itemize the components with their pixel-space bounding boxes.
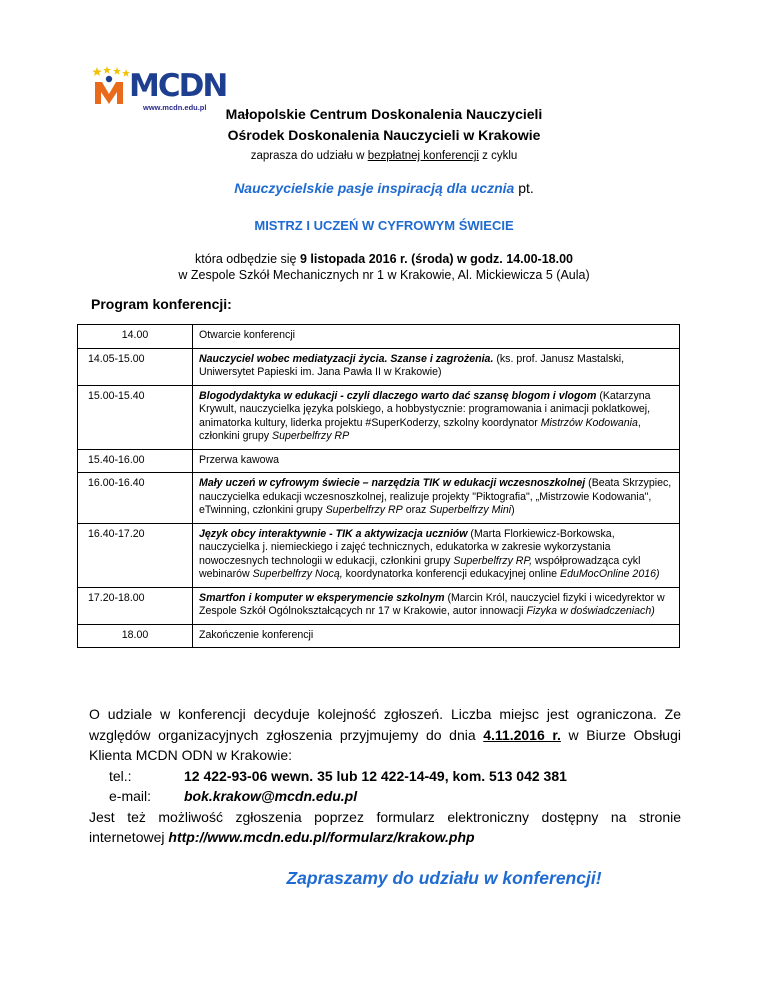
- when-line: [0, 252, 768, 266]
- phone-numbers: 12 422-93-06 wewn. 35 lub 12 422-14-49, kom. 513 042 381: [184, 767, 567, 784]
- session-title: Nauczyciel wobec mediatyzacji życia. Szanse i zagrożenia.: [199, 352, 494, 365]
- conference-title: MISTRZ I UCZEŃ W CYFROWYM ŚWIECIE: [254, 218, 514, 233]
- logo-url: www.mcdn.edu.pl: [143, 103, 207, 112]
- phone-label: tel.:: [109, 767, 132, 784]
- table-row: [78, 325, 680, 349]
- session-details: oraz: [402, 504, 430, 516]
- row-desc: [193, 587, 680, 624]
- phone-line: [89, 766, 681, 787]
- org-line-2: Ośrodek Doskonalenia Nauczycieli w Krakowie: [227, 127, 541, 143]
- row-time: 18.00: [78, 624, 193, 648]
- session-details: (Marta Florkiewicz-Borkowska, nauczycielka j. niemieckiego i zajęć technicznych, edukatorka w zakresie wykorzystania nowoczesnych technologii w edukacji, członkini grupy: [199, 527, 615, 567]
- session-details: koordynatorka konferencji edukacyjnej online: [342, 568, 560, 580]
- row-time: 16.40-17.20: [78, 523, 193, 587]
- session-italic: Superbelfrzy RP: [272, 430, 350, 442]
- invite-free-conference: bezpłatnej konferencji: [367, 150, 479, 162]
- table-row: [78, 624, 680, 648]
- session-title: Mały uczeń w cyfrowym świecie – narzędzia TIK w edukacji wczesnoszkolnej: [199, 477, 586, 489]
- session-details: , członkini grupy: [199, 416, 641, 442]
- session-details: (Katarzyna Krywult, nauczycielka języka polskiego, a hobbystycznie: programowania i animacji poklatkowej, animatorka kultury, liderka projektu #SuperKoderzy, szkolny koordynator: [199, 389, 651, 429]
- session-italic: Superbelfrzy Mini: [429, 504, 512, 516]
- row-time: 15.00-15.40: [78, 385, 193, 449]
- row-time: 17.20-18.00: [78, 587, 193, 624]
- row-desc: [193, 473, 680, 524]
- when-date: 9 listopada 2016 r. (środa) w godz. 14.00-18.00: [299, 252, 573, 266]
- row-time: 15.40-16.00: [78, 449, 193, 473]
- row-desc: [193, 523, 680, 587]
- session-details: (Marcin Król, nauczyciel fizyki i wicedyrektor w Zespole Szkół Ogólnokształcących nr 17 w Krakowie, autor innowacji: [199, 591, 665, 617]
- table-row: [78, 473, 680, 524]
- row-time: 14.05-15.00: [78, 348, 193, 385]
- teacher-student-mark-icon: [93, 74, 125, 108]
- registration-paragraph: [89, 704, 681, 766]
- row-time: 16.00-16.40: [78, 473, 193, 524]
- invite-pre: zaprasza do udziału w: [250, 150, 368, 162]
- table-row: [78, 449, 680, 473]
- table-row: [78, 385, 680, 449]
- row-desc: [193, 348, 680, 385]
- session-details: (Beata Skrzypiec, nauczycielka edukacji wczesnoszkolnej, realizuje projekty "Piktografia", „Mistrzowie Kodowania", eTwinning, członkini grupy: [199, 477, 672, 516]
- session-italic: Superbelfrzy Nocą,: [252, 568, 343, 580]
- email-link[interactable]: bok.krakow@mcdn.edu.pl: [184, 788, 358, 804]
- form-paragraph: [89, 807, 681, 848]
- invite-post: z cyklu: [478, 150, 518, 162]
- session-title: Język obcy interaktywnie - TIK a aktywizacja uczniów: [199, 527, 468, 540]
- session-details: współprowadząca cykl webinarów: [199, 554, 641, 580]
- registration-text: O udziale w konferencji decyduje kolejność zgłoszeń. Liczba miejsc jest ograniczona. Ze względów organizacyjnych zgłoszenia przyjmujemy do dnia: [89, 706, 681, 743]
- session-details: ): [511, 504, 515, 516]
- logo-letters: MCDN: [129, 68, 227, 104]
- row-desc: [193, 385, 680, 449]
- cycle-suffix: pt.: [514, 180, 534, 196]
- where-line: w Zespole Szkół Mechanicznych nr 1 w Krakowie, Al. Mickiewicza 5 (Aula): [178, 268, 590, 282]
- when-pre: która odbędzie się: [195, 252, 300, 266]
- table-row: [78, 523, 680, 587]
- program-table: [77, 324, 680, 648]
- session-title: Blogodydaktyka w edukacji - czyli dlaczego warto dać szansę blogom i vlogom: [199, 389, 597, 402]
- form-url-link[interactable]: http://www.mcdn.edu.pl/formularz/krakow.php: [168, 829, 475, 845]
- row-desc: Zakończenie konferencji: [193, 624, 680, 648]
- cycle-line: [0, 180, 768, 196]
- program-heading: Program konferencji:: [91, 296, 232, 312]
- table-row: [78, 587, 680, 624]
- registration-deadline: 4.11.2016 r.: [483, 726, 561, 743]
- org-line-1: Małopolskie Centrum Doskonalenia Nauczycieli: [225, 106, 543, 122]
- session-details: (ks. prof. Janusz Mastalski, Uniwersytet Papieski im. Jana Pawła II w Krakowie): [199, 352, 625, 378]
- session-italic: Mistrzów Kodowania: [540, 416, 638, 429]
- cycle-name: Nauczycielskie pasje inspiracją dla ucznia: [234, 180, 515, 196]
- registration-info: [89, 704, 681, 848]
- session-italic: EduMocOnline 2016): [560, 568, 660, 580]
- registration-office: w Biurze Obsługi Klienta MCDN ODN w Krakowie:: [89, 726, 681, 763]
- email-line: [89, 786, 681, 807]
- session-italic: Superbelfrzy RP: [325, 504, 403, 516]
- row-time: 14.00: [78, 325, 193, 349]
- form-text: Jest też możliwość zgłoszenia poprzez formularz elektroniczny dostępny na stronie internetowej: [89, 808, 681, 845]
- closing-invitation: Zapraszamy do udziału w konferencji!: [286, 868, 602, 888]
- session-italic: Fizyka w doświadczeniach): [526, 605, 655, 617]
- row-desc: Przerwa kawowa: [193, 449, 680, 473]
- row-desc: Otwarcie konferencji: [193, 325, 680, 349]
- session-italic: Superbelfrzy RP,: [453, 554, 533, 567]
- table-row: [78, 348, 680, 385]
- invite-line: [0, 150, 768, 162]
- email-label: e-mail:: [109, 788, 152, 804]
- session-title: Smartfon i komputer w eksperymencie szkolnym: [199, 591, 445, 604]
